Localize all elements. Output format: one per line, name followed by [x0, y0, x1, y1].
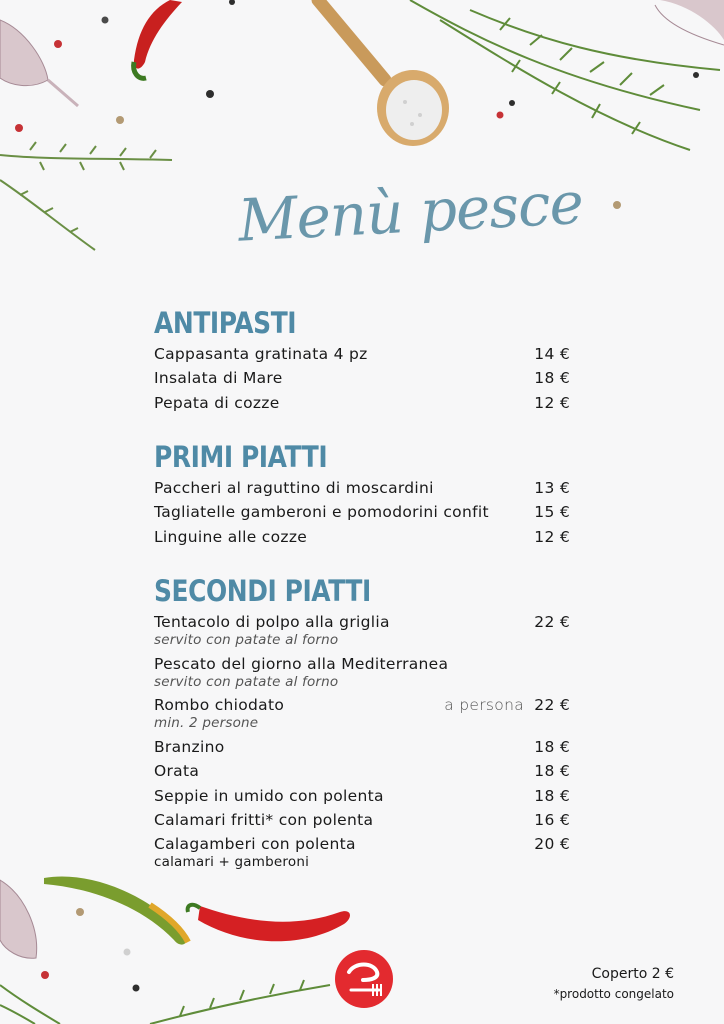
item-name: Branzino: [154, 738, 225, 756]
item-name: Cappasanta gratinata 4 pz: [154, 345, 368, 363]
item-name: Calamari fritti* con polenta: [154, 811, 374, 829]
item-price: 22 €: [534, 613, 570, 631]
wooden-spoon-icon: [318, 0, 449, 146]
garlic-icon: [0, 20, 78, 106]
section-title-secondi: SECONDI PIATTI: [154, 574, 371, 608]
item-name: Paccheri al raguttino di moscardini: [154, 479, 434, 497]
garlic-icon: [0, 880, 37, 958]
item-name: Tagliatelle gamberoni e pomodorini confit: [154, 503, 489, 521]
chili-pepper-icon: [188, 905, 350, 941]
item-description: servito con patate al forno: [154, 674, 339, 690]
item-price: 14 €: [534, 345, 570, 363]
section-title-antipasti: ANTIPASTI: [154, 306, 297, 340]
rosemary-sprig-icon: [410, 0, 720, 150]
item-price: 18 €: [534, 762, 570, 780]
chili-pepper-icon: [134, 0, 182, 78]
item-description: servito con patate al forno: [154, 632, 339, 648]
item-name: Tentacolo di polpo alla griglia: [154, 613, 390, 631]
green-pepper-icon: [44, 877, 188, 945]
item-description: min. 2 persone: [154, 715, 259, 731]
item-name: Seppie in umido con polenta: [154, 787, 384, 805]
frozen-product-note: *prodotto congelato: [553, 987, 674, 1001]
thyme-sprig-icon: [0, 142, 172, 250]
item-name: Linguine alle cozze: [154, 528, 308, 546]
menu-title: Menù pesce: [236, 168, 585, 255]
peppercorn-icon: [41, 908, 140, 992]
item-price-note: a persona: [444, 696, 524, 714]
item-description: calamari + gamberoni: [154, 854, 310, 870]
item-price: 12 €: [534, 394, 570, 412]
item-name: Insalata di Mare: [154, 369, 283, 387]
section-title-primi: PRIMI PIATTI: [154, 440, 328, 474]
peppercorn-icon: [15, 0, 699, 209]
item-price: 18 €: [534, 369, 570, 387]
item-name: Pepata di cozze: [154, 394, 280, 412]
item-price: 22 €: [534, 696, 570, 714]
item-price: 13 €: [534, 479, 570, 497]
cover-charge: Coperto 2 €: [591, 966, 674, 982]
rosemary-sprig-icon: [0, 980, 330, 1024]
item-price: 12 €: [534, 528, 570, 546]
item-name: Orata: [154, 762, 200, 780]
item-name: Rombo chiodato: [154, 696, 285, 714]
item-name: Calagamberi con polenta: [154, 835, 356, 853]
garlic-icon: [655, 0, 724, 45]
item-price: 18 €: [534, 738, 570, 756]
item-name: Pescato del giorno alla Mediterranea: [154, 655, 449, 673]
restaurant-logo-icon: [333, 948, 395, 1010]
item-price: 20 €: [534, 835, 570, 853]
item-price: 16 €: [534, 811, 570, 829]
item-price: 18 €: [534, 787, 570, 805]
item-price: 15 €: [534, 503, 570, 521]
